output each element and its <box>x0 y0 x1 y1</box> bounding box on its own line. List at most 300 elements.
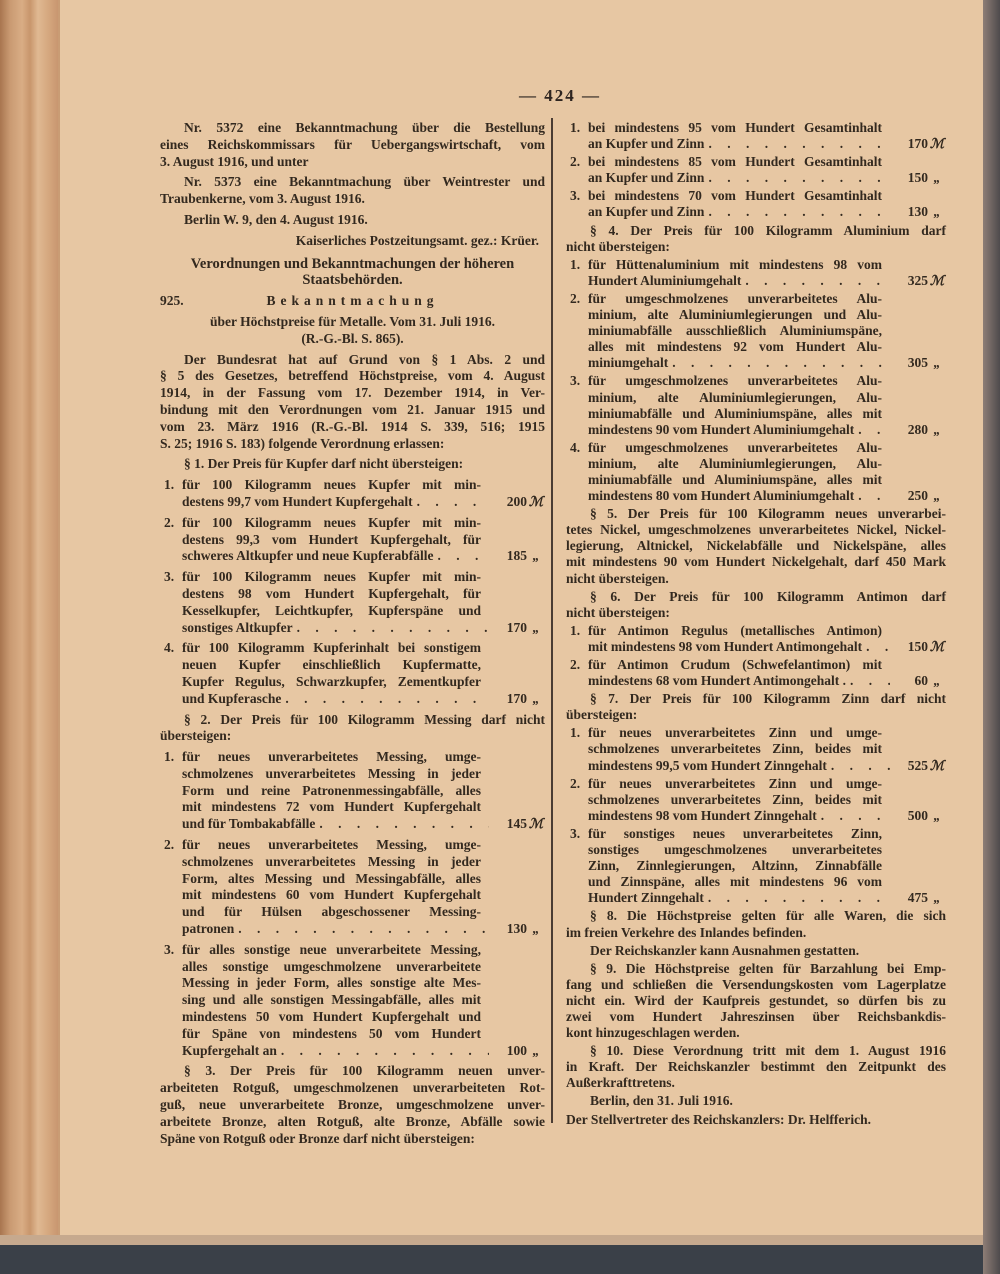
text-line: § 5 des Gesetzes, betreffend Höchstpreise, vom 4. August <box>160 368 545 384</box>
price-unit: ℳ <box>528 816 544 832</box>
text-line: § 9. Die Höchstpreise gelten für Barzahlung bei Emp- <box>590 960 946 976</box>
dot-leader <box>315 816 489 833</box>
price-unit: „ <box>933 204 941 220</box>
text-line: Form und reine Patronenmessingabfälle, alles <box>182 782 481 798</box>
price-unit: „ <box>933 807 941 823</box>
price-unit: „ <box>532 619 540 635</box>
item-text <box>588 623 890 655</box>
paragraph <box>160 212 545 229</box>
text-line: destens 99,7 vom Hundert Kupfergehalt <box>182 493 413 509</box>
price <box>890 257 946 289</box>
text-line: und Zinnspäne, alles mit mindestens 96 vom <box>588 874 882 890</box>
section-heading <box>160 256 545 290</box>
price-value: 325 <box>907 272 928 288</box>
item-number: 3. <box>570 825 581 841</box>
text-line: nicht übersteigen. <box>566 570 669 586</box>
text-line: schweres Altkupfer und neue Kupferabfälle <box>182 548 434 564</box>
text-line: für 100 Kilogramm Kupferinhalt bei sonstigem <box>182 640 481 656</box>
price-item <box>566 725 946 773</box>
text-line: alles mit mindestens 92 vom Hundert Alu- <box>588 339 882 355</box>
text-line: § 4. Der Preis für 100 Kilogramm Aluminium darf <box>590 222 946 238</box>
price-value: 150 <box>907 170 928 186</box>
text-line: an Kupfer und Zinn <box>588 170 705 186</box>
text-line: Zinn, Zinnlegierungen, Altzinn, Zinnabfälle <box>588 858 882 874</box>
price-item <box>160 942 545 1060</box>
price-unit: „ <box>532 1042 540 1058</box>
item-number: 3. <box>164 941 175 957</box>
text-line: an Kupfer und Zinn <box>588 204 705 220</box>
text-line-with-leader <box>588 204 890 220</box>
text-line: für Hüttenaluminium mit mindestens 98 vom <box>588 256 882 272</box>
text-line: § 2. Der Preis für 100 Kilogramm Messing darf nicht <box>184 711 545 727</box>
item-number: 2. <box>570 775 581 791</box>
price-unit: ℳ <box>929 638 945 654</box>
text-line-with-leader <box>182 921 489 938</box>
text-line-with-leader <box>182 620 489 637</box>
price-row <box>890 204 946 220</box>
text-line: im freien Verkehre des Inlandes befinden. <box>566 924 807 940</box>
text-line: für umgeschmolzenes unverarbeitetes Alu- <box>588 373 882 389</box>
item-text <box>588 657 890 689</box>
price-value: 475 <box>907 890 928 906</box>
text-line: tetes Nickel, umgeschmolzenes unverarbeitetes Nickel, Nickel- <box>566 522 946 538</box>
paragraph <box>566 223 946 255</box>
text-line-with-leader <box>182 1043 489 1060</box>
dot-leader <box>704 890 890 906</box>
text-line-with-leader <box>588 273 890 289</box>
item-text <box>588 725 890 773</box>
item-number: 2. <box>570 657 581 672</box>
text-line: S. 25; 1916 S. 183) folgende Verordnung erlassen: <box>160 435 445 451</box>
price-value: 185 <box>506 548 527 564</box>
paragraph <box>160 174 545 208</box>
text-line: kont hinzugeschlagen werden. <box>566 1025 740 1041</box>
price <box>489 942 545 1060</box>
text-line: mindestens 50 vom Hundert Kupfergehalt und <box>182 1009 481 1025</box>
price <box>890 188 946 220</box>
right-column <box>566 120 946 1130</box>
item-text <box>588 120 890 152</box>
text-line: für umgeschmolzenes unverarbeitetes Alu- <box>588 439 882 455</box>
dot-leader <box>234 921 489 938</box>
announcement-number: 925. <box>160 293 184 309</box>
text-line-with-leader <box>588 890 890 906</box>
text-line: miniumabfälle ausschließlich Aluminiumspäne, <box>588 323 882 339</box>
item-number: 3. <box>570 188 581 204</box>
text-line: für 100 Kilogramm neues Kupfer mit min- <box>182 569 481 585</box>
text-line: miniumgehalt <box>588 355 669 371</box>
text-line: sonstiges umgeschmolzenes unverarbeitetes <box>588 842 882 858</box>
text-line: eines Reichskommissars für Uebergangswirtschaft, vom <box>160 136 545 152</box>
item-number: 2. <box>570 290 581 306</box>
price <box>489 515 545 565</box>
text-line: miniumabfälle und Aluminiumspäne, alles mit <box>588 405 882 421</box>
paragraph <box>160 1063 545 1147</box>
price <box>890 440 946 504</box>
paragraph <box>566 961 946 1041</box>
text-line: § 5. Der Preis für 100 Kilogramm neues unverarbei- <box>590 506 946 522</box>
text-line: für alles sonstige neue unverarbeitete Messing, <box>182 941 481 957</box>
price-unit: „ <box>933 488 941 504</box>
page-bottom-edge <box>0 1235 983 1245</box>
price-unit: „ <box>933 890 941 906</box>
item-text <box>182 640 489 707</box>
item-text <box>588 826 890 906</box>
text-line: Staatsbehörden. <box>302 272 403 289</box>
item-number: 1. <box>164 749 175 765</box>
price-row <box>890 758 946 774</box>
text-line-with-leader <box>182 691 489 708</box>
price-item <box>566 120 946 152</box>
text-line: (R.-G.-Bl. S. 865). <box>301 330 404 346</box>
paragraph <box>160 120 545 170</box>
dot-leader <box>827 758 890 774</box>
price-value: 500 <box>907 807 928 823</box>
left-column <box>160 120 545 1151</box>
dot-leader <box>434 548 489 565</box>
column-divider <box>551 118 553 1123</box>
text-line: 3. August 1916, und unter <box>160 153 309 169</box>
text-line: neuen Kupfer einschließlich Kupfermatte, <box>182 657 481 673</box>
dot-leader <box>704 170 890 186</box>
text-line: Der Bundesrat hat auf Grund von § 1 Abs. 2 und <box>184 351 545 367</box>
text-line: miniumabfälle und Aluminiumspäne, alles mit <box>588 471 882 487</box>
price-row <box>489 548 545 565</box>
paragraph <box>566 943 946 959</box>
book-cover-edge <box>983 0 1000 1274</box>
dot-leader <box>854 422 890 438</box>
text-line: für umgeschmolzenes unverarbeitetes Alu- <box>588 290 882 306</box>
price <box>890 776 946 824</box>
text-line: schmolzenes unverarbeitetes Messing in jeder <box>182 853 481 869</box>
item-number: 2. <box>164 837 175 853</box>
price <box>489 749 545 833</box>
text-line: Der Stellvertreter des Reichskanzlers: Dr. Helfferich. <box>566 1111 872 1127</box>
price-unit: „ <box>933 355 941 371</box>
price-row <box>890 422 946 438</box>
price <box>890 657 946 689</box>
price-row <box>890 273 946 289</box>
price-value: 100 <box>506 1042 527 1058</box>
price-unit: ℳ <box>929 272 945 288</box>
price-item <box>566 440 946 504</box>
dot-leader <box>668 355 890 371</box>
price-row <box>890 639 946 655</box>
text-line: § 8. Die Höchstpreise gelten für alle Waren, die sich <box>590 908 946 924</box>
text-line: Nr. 5372 eine Bekanntmachung über die Bestellung <box>184 120 545 135</box>
price-value: 150 <box>907 638 928 654</box>
price-item <box>566 776 946 824</box>
text-line-with-leader <box>588 136 890 152</box>
text-line: Hundert Zinngehalt <box>588 890 704 906</box>
text-line: § 1. Der Preis für Kupfer darf nicht übersteigen: <box>184 456 464 472</box>
item-text <box>182 837 489 938</box>
price-row <box>890 808 946 824</box>
text-line: minium, alte Aluminiumlegierungen, Alu- <box>588 455 882 471</box>
item-text <box>182 515 489 565</box>
text-line: fang und schließen die Versendungskosten vom Lagerplatze <box>566 976 946 992</box>
item-number: 4. <box>164 640 175 656</box>
dot-leader <box>704 136 890 152</box>
text-line: für neues unverarbeitetes Zinn und umge- <box>588 775 882 791</box>
price-unit: „ <box>933 673 941 689</box>
paragraph <box>566 506 946 586</box>
item-number: 2. <box>570 154 581 170</box>
text-line: Der Reichskanzler kann Ausnahmen gestatten. <box>590 942 860 958</box>
text-line: Kupfergehalt an <box>182 1042 277 1058</box>
text-line: Berlin W. 9, den 4. August 1916. <box>184 211 368 227</box>
item-number: 1. <box>570 725 581 741</box>
text-line: Form, altes Messing und Messingabfälle, alles <box>182 870 481 886</box>
text-line: nicht übersteigen: <box>566 238 670 254</box>
price-value: 60 <box>914 673 928 689</box>
item-number: 1. <box>570 120 581 135</box>
text-line: mindestens 68 vom Hundert Antimongehalt . <box>588 673 847 689</box>
announcement-title <box>160 293 545 310</box>
text-line: mindestens 98 vom Hundert Zinngehalt <box>588 807 817 823</box>
text-line-with-leader <box>182 816 489 833</box>
text-line: legierung, Altnickel, Nickelabfälle und Nickelspäne, alles <box>566 538 946 554</box>
price-row <box>890 673 946 689</box>
price <box>890 725 946 773</box>
text-line: § 6. Der Preis für 100 Kilogramm Antimon darf <box>590 588 946 604</box>
price-unit: ℳ <box>929 136 945 152</box>
text-line: mit mindestens 98 vom Hundert Antimongehalt <box>588 638 863 654</box>
text-line: für Antimon Regulus (metallisches Antimon) <box>588 622 882 638</box>
item-text <box>588 257 890 289</box>
price <box>489 640 545 707</box>
price-row <box>890 355 946 371</box>
price-value: 130 <box>907 204 928 220</box>
price-value: 170 <box>907 136 928 152</box>
text-line: § 7. Der Preis für 100 Kilogramm Zinn darf nicht <box>590 691 946 707</box>
text-line: Berlin, den 31. Juli 1916. <box>590 1093 733 1109</box>
price-item <box>566 373 946 437</box>
text-line: Späne von Rotguß oder Bronze darf nicht übersteigen: <box>160 1130 475 1146</box>
text-line: Messing in jeder Form, alles sonstige alte Mes- <box>182 975 481 991</box>
text-line: Nr. 5373 eine Bekanntmachung über Weintrester und <box>184 174 545 190</box>
item-number: 1. <box>164 477 175 493</box>
price-item <box>160 749 545 833</box>
text-line: destens 99,3 vom Hundert Kupfergehalt, für <box>182 531 481 547</box>
price-row <box>489 816 545 833</box>
item-text <box>182 569 489 636</box>
text-line: für sonstiges neues unverarbeitetes Zinn, <box>588 825 882 841</box>
text-line: für 100 Kilogramm neues Kupfer mit min- <box>182 477 481 493</box>
text-line: Hundert Aluminiumgehalt <box>588 272 742 288</box>
price-row <box>890 488 946 504</box>
price-unit: „ <box>933 170 941 186</box>
text-line: vom 23. März 1916 (R.-G.-Bl. 1914 S. 339, 516; 1915 <box>160 418 545 434</box>
text-line-with-leader <box>588 355 890 371</box>
paragraph <box>566 908 946 940</box>
price-value: 525 <box>907 757 928 773</box>
price-item <box>160 837 545 938</box>
price <box>890 623 946 655</box>
text-line: arbeitete Bronze, alten Rotguß, alte Bronze, Abfälle sowie <box>160 1113 545 1129</box>
text-line-with-leader <box>182 494 489 511</box>
text-line: bei mindestens 95 vom Hundert Gesamtinhalt <box>588 120 882 135</box>
text-line: mindestens 80 vom Hundert Aluminiumgehalt <box>588 488 855 504</box>
text-line: Traubenkerne, vom 3. August 1916. <box>160 191 365 207</box>
text-line: für Antimon Crudum (Schwefelantimon) mit <box>588 657 882 672</box>
paragraph <box>160 712 545 746</box>
text-line-with-leader <box>588 673 890 689</box>
dot-leader <box>862 639 890 655</box>
text-line-with-leader <box>588 488 890 504</box>
text-line: bindung mit den Verordnungen vom 21. Januar 1915 und <box>160 401 545 417</box>
text-line: Verordnungen und Bekanntmachungen der höheren <box>190 255 515 272</box>
price-row <box>890 136 946 152</box>
price-value: 280 <box>907 421 928 437</box>
item-text <box>588 373 890 437</box>
price-value: 200 <box>506 493 527 509</box>
price-unit: „ <box>532 921 540 937</box>
item-number: 2. <box>164 514 175 530</box>
dot-leader <box>854 488 890 504</box>
text-line: mit mindestens 72 vom Hundert Kupfergehalt <box>182 799 481 815</box>
item-number: 3. <box>570 373 581 389</box>
text-line: 1914, in der Fassung vom 17. Dezember 1914, in Ver- <box>160 385 545 401</box>
dot-leader <box>817 808 890 824</box>
price <box>890 826 946 906</box>
price <box>489 837 545 938</box>
price-row <box>489 620 545 637</box>
price-unit: „ <box>532 690 540 706</box>
text-line: nicht ein. Wird der Kaufpreis gestundet, so dürfen bis zu <box>566 992 946 1008</box>
signature <box>160 233 545 250</box>
text-line: minium, alte Aluminiumlegierungen, Alu- <box>588 389 882 405</box>
announcement-heading: Bekanntmachung <box>266 293 439 309</box>
dot-leader <box>413 494 489 511</box>
price-unit: „ <box>933 421 941 437</box>
price-row <box>489 691 545 708</box>
text-line: übersteigen: <box>160 728 232 744</box>
text-line: und Kupferasche <box>182 690 282 706</box>
dot-leader <box>704 204 890 220</box>
price-item <box>160 569 545 636</box>
price-value: 145 <box>506 816 527 832</box>
text-line: zwei vom Hundert Jahreszinsen über Reichsbankdis- <box>566 1008 946 1024</box>
price-item <box>566 188 946 220</box>
price-row <box>489 1043 545 1060</box>
paragraph <box>566 1112 946 1128</box>
text-line: § 10. Diese Verordnung tritt mit dem 1. August 1916 <box>590 1043 946 1059</box>
price-item <box>566 657 946 689</box>
page-number: — 424 — <box>519 86 601 105</box>
price <box>489 477 545 511</box>
dot-leader <box>741 273 890 289</box>
price-row <box>890 890 946 906</box>
price-unit: „ <box>532 548 540 564</box>
item-number: 1. <box>570 622 581 638</box>
paragraph <box>160 352 545 453</box>
text-line: schmolzenes unverarbeitetes Zinn, beides mit <box>588 741 882 757</box>
paragraph <box>566 1093 946 1109</box>
text-line: Außerkrafttretens. <box>566 1075 675 1091</box>
price-row <box>489 494 545 511</box>
price-unit: ℳ <box>528 493 544 509</box>
text-line: an Kupfer und Zinn <box>588 136 705 152</box>
text-line: destens 98 vom Hundert Kupfergehalt, für <box>182 585 481 601</box>
price-item <box>566 291 946 371</box>
price-item <box>160 477 545 511</box>
item-text <box>182 942 489 1060</box>
price-value: 170 <box>506 690 527 706</box>
text-line: Kaiserliches Postzeitungsamt. gez.: Krüer. <box>295 232 539 248</box>
price <box>890 373 946 437</box>
price-unit: ℳ <box>929 757 945 773</box>
text-line: über Höchstpreise für Metalle. Vom 31. Juli 1916. <box>210 313 495 329</box>
price-value: 130 <box>506 921 527 937</box>
dot-leader <box>281 691 489 708</box>
text-line: bei mindestens 85 vom Hundert Gesamtinhalt <box>588 154 882 170</box>
item-number: 1. <box>570 256 581 272</box>
item-number: 4. <box>570 439 581 455</box>
dot-leader <box>277 1043 489 1060</box>
text-line-with-leader <box>588 422 890 438</box>
text-line: für neues unverarbeitetes Messing, umge- <box>182 749 481 765</box>
item-text <box>588 440 890 504</box>
text-line: in Kraft. Der Reichskanzler bestimmt den Zeitpunkt des <box>566 1059 946 1075</box>
price-value: 305 <box>907 355 928 371</box>
price-item <box>160 640 545 707</box>
item-text <box>182 477 489 511</box>
item-text <box>182 749 489 833</box>
paragraph <box>566 691 946 723</box>
text-line: mindestens 90 vom Hundert Aluminiumgehalt <box>588 421 855 437</box>
announcement-subtitle <box>160 314 545 348</box>
price-item <box>566 154 946 186</box>
price <box>890 291 946 371</box>
text-line: schmolzenes unverarbeitetes Messing in jeder <box>182 765 481 781</box>
text-line: bei mindestens 70 vom Hundert Gesamtinhalt <box>588 188 882 204</box>
text-line: schmolzenes unverarbeitetes Zinn, beides mit <box>588 791 882 807</box>
dot-leader <box>293 620 489 637</box>
text-line: für neues unverarbeitetes Messing, umge- <box>182 837 481 853</box>
item-text <box>588 291 890 371</box>
text-line: nicht übersteigen: <box>566 604 670 620</box>
text-line: § 3. Der Preis für 100 Kilogramm neuen unver- <box>184 1063 545 1079</box>
dot-leader <box>846 673 890 689</box>
price-item <box>160 515 545 565</box>
paragraph <box>566 589 946 621</box>
item-text <box>588 776 890 824</box>
price-row <box>489 921 545 938</box>
text-line: und für Tombakabfälle <box>182 816 316 832</box>
price-row <box>890 170 946 186</box>
text-line: patronen <box>182 921 235 937</box>
price-item <box>566 623 946 655</box>
text-line: mit mindestens 90 vom Hundert Nickelgehalt, darf 450 Mark <box>566 554 946 570</box>
text-line-with-leader <box>588 808 890 824</box>
paragraph <box>566 1043 946 1091</box>
price <box>890 120 946 152</box>
price <box>890 154 946 186</box>
text-line: mindestens 99,5 vom Hundert Zinngehalt <box>588 757 827 773</box>
text-line-with-leader <box>588 170 890 186</box>
paragraph <box>160 456 545 473</box>
text-line: sonstiges Altkupfer <box>182 619 293 635</box>
text-line: mit mindestens 60 vom Hundert Kupfergehalt <box>182 887 481 903</box>
text-line: übersteigen: <box>566 707 638 723</box>
price-value: 170 <box>506 619 527 635</box>
text-line-with-leader <box>588 758 890 774</box>
text-line: minium, alte Aluminiumlegierungen und Alu- <box>588 307 882 323</box>
book-binding-edge <box>0 0 60 1245</box>
text-line: Kesselkupfer, Leichtkupfer, Kupferspäne und <box>182 602 481 618</box>
item-text <box>588 188 890 220</box>
